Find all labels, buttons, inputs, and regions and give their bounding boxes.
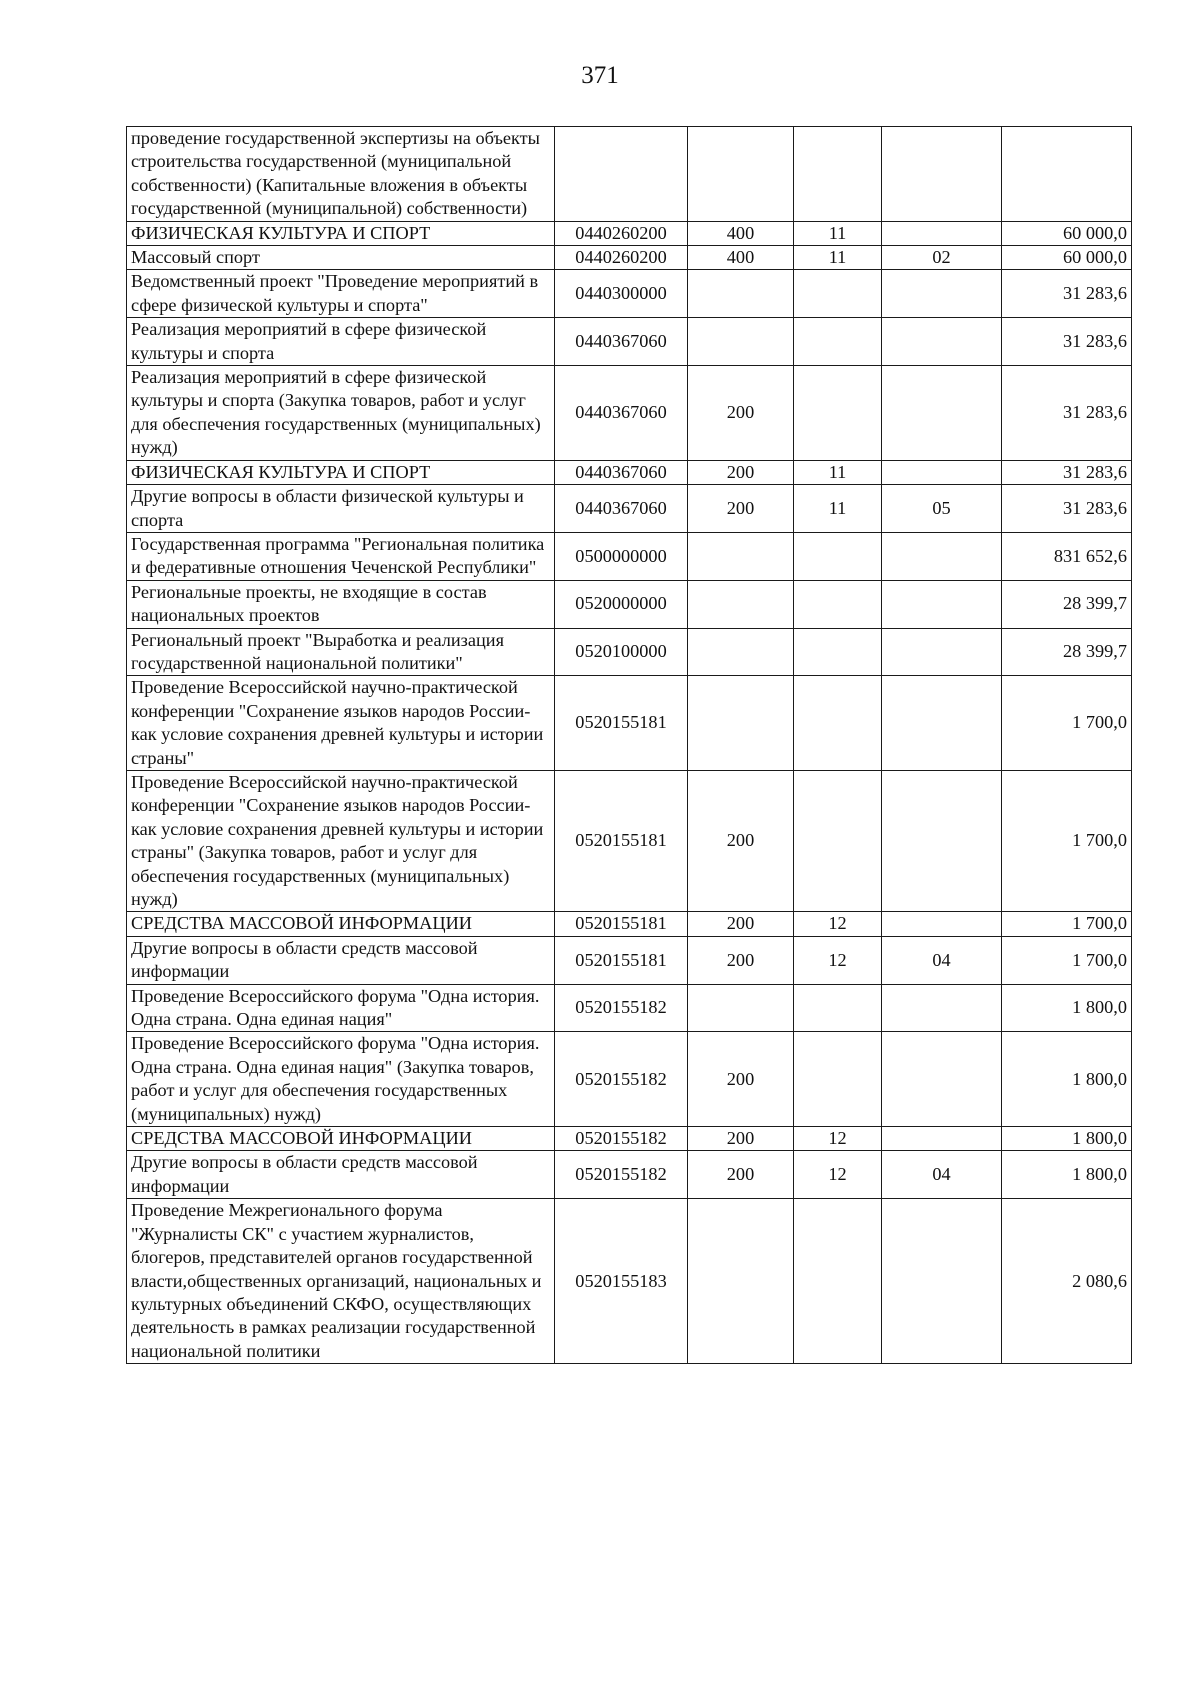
row-expense-type-cell: 200 xyxy=(688,1151,794,1199)
row-sum-cell: 1 700,0 xyxy=(1002,676,1132,771)
row-sum-cell: 31 283,6 xyxy=(1002,366,1132,461)
row-section-cell xyxy=(794,532,882,580)
row-section-cell xyxy=(794,127,882,222)
row-code-cell: 0500000000 xyxy=(555,532,688,580)
row-subsection-cell xyxy=(882,770,1002,911)
row-code-cell: 0440300000 xyxy=(555,270,688,318)
row-sum-cell: 1 800,0 xyxy=(1002,1151,1132,1199)
row-sum-cell xyxy=(1002,127,1132,222)
table-row xyxy=(127,270,1132,318)
row-expense-type-cell xyxy=(688,127,794,222)
table-row xyxy=(127,532,1132,580)
row-code-cell: 0440367060 xyxy=(555,460,688,484)
row-subsection-cell xyxy=(882,532,1002,580)
table-row xyxy=(127,460,1132,484)
row-name-cell: Проведение Всероссийского форума "Одна история. Одна страна. Одна единая нация" (Закупка товаров, работ и услуг для обеспечения государственных (муниципальных) нужд) xyxy=(127,1032,555,1127)
row-name-cell: Проведение Всероссийского форума "Одна история. Одна страна. Одна единая нация" xyxy=(127,984,555,1032)
row-section-cell xyxy=(794,676,882,771)
row-name-cell: Другие вопросы в области средств массовой информации xyxy=(127,936,555,984)
row-name-cell: СРЕДСТВА МАССОВОЙ ИНФОРМАЦИИ xyxy=(127,912,555,936)
row-name-cell: Проведение Всероссийской научно-практической конференции "Сохранение языков народов России-как условие сохранения древней культуры и истории страны" (Закупка товаров, работ и услуг для обеспечения государственных (муниципальных) нужд) xyxy=(127,770,555,911)
row-section-cell: 11 xyxy=(794,485,882,533)
row-subsection-cell xyxy=(882,1127,1002,1151)
row-section-cell xyxy=(794,366,882,461)
row-code-cell: 0440260200 xyxy=(555,221,688,245)
row-section-cell: 12 xyxy=(794,936,882,984)
row-sum-cell: 1 700,0 xyxy=(1002,770,1132,911)
row-code-cell: 0520155182 xyxy=(555,1032,688,1127)
row-expense-type-cell xyxy=(688,676,794,771)
row-code-cell: 0440260200 xyxy=(555,246,688,270)
row-subsection-cell xyxy=(882,628,1002,676)
row-name-cell: Другие вопросы в области физической культуры и спорта xyxy=(127,485,555,533)
row-subsection-cell xyxy=(882,127,1002,222)
row-name-cell: СРЕДСТВА МАССОВОЙ ИНФОРМАЦИИ xyxy=(127,1127,555,1151)
table-row xyxy=(127,1127,1132,1151)
row-expense-type-cell xyxy=(688,628,794,676)
row-sum-cell: 31 283,6 xyxy=(1002,270,1132,318)
row-section-cell: 11 xyxy=(794,246,882,270)
row-section-cell xyxy=(794,580,882,628)
row-subsection-cell: 04 xyxy=(882,936,1002,984)
row-subsection-cell xyxy=(882,912,1002,936)
row-sum-cell: 31 283,6 xyxy=(1002,318,1132,366)
row-sum-cell: 60 000,0 xyxy=(1002,246,1132,270)
table-row xyxy=(127,580,1132,628)
table-row xyxy=(127,485,1132,533)
row-code-cell: 0520155183 xyxy=(555,1199,688,1364)
row-expense-type-cell xyxy=(688,580,794,628)
row-expense-type-cell: 200 xyxy=(688,912,794,936)
row-name-cell: Региональные проекты, не входящие в состав национальных проектов xyxy=(127,580,555,628)
row-name-cell: ФИЗИЧЕСКАЯ КУЛЬТУРА И СПОРТ xyxy=(127,460,555,484)
row-code-cell: 0520000000 xyxy=(555,580,688,628)
row-code-cell: 0440367060 xyxy=(555,485,688,533)
row-code-cell: 0520155182 xyxy=(555,1127,688,1151)
row-section-cell: 12 xyxy=(794,1151,882,1199)
row-expense-type-cell: 200 xyxy=(688,770,794,911)
table-row xyxy=(127,127,1132,222)
row-sum-cell: 1 800,0 xyxy=(1002,1032,1132,1127)
row-expense-type-cell xyxy=(688,532,794,580)
row-name-cell: Реализация мероприятий в сфере физической культуры и спорта xyxy=(127,318,555,366)
table-row xyxy=(127,366,1132,461)
row-sum-cell: 1 700,0 xyxy=(1002,936,1132,984)
row-name-cell: ФИЗИЧЕСКАЯ КУЛЬТУРА И СПОРТ xyxy=(127,221,555,245)
row-code-cell: 0520155181 xyxy=(555,912,688,936)
row-expense-type-cell: 200 xyxy=(688,1127,794,1151)
row-subsection-cell: 05 xyxy=(882,485,1002,533)
row-section-cell xyxy=(794,318,882,366)
row-subsection-cell: 02 xyxy=(882,246,1002,270)
row-subsection-cell xyxy=(882,580,1002,628)
row-subsection-cell xyxy=(882,984,1002,1032)
row-name-cell: проведение государственной экспертизы на объекты строительства государственной (муниципальной собственности) (Капитальные вложения в объекты государственной (муниципальной) собственности) xyxy=(127,127,555,222)
row-code-cell: 0520155182 xyxy=(555,1151,688,1199)
table-row xyxy=(127,1032,1132,1127)
row-name-cell: Ведомственный проект "Проведение мероприятий в сфере физической культуры и спорта" xyxy=(127,270,555,318)
row-subsection-cell xyxy=(882,366,1002,461)
row-expense-type-cell xyxy=(688,270,794,318)
row-expense-type-cell: 200 xyxy=(688,460,794,484)
row-expense-type-cell xyxy=(688,1199,794,1364)
row-subsection-cell xyxy=(882,318,1002,366)
row-expense-type-cell: 200 xyxy=(688,936,794,984)
row-code-cell: 0520155181 xyxy=(555,676,688,771)
row-sum-cell: 2 080,6 xyxy=(1002,1199,1132,1364)
table-row xyxy=(127,221,1132,245)
row-section-cell: 12 xyxy=(794,912,882,936)
row-expense-type-cell: 200 xyxy=(688,1032,794,1127)
row-code-cell: 0520155182 xyxy=(555,984,688,1032)
table-row xyxy=(127,628,1132,676)
row-section-cell xyxy=(794,270,882,318)
row-name-cell: Региональный проект "Выработка и реализация государственной национальной политики" xyxy=(127,628,555,676)
row-expense-type-cell: 200 xyxy=(688,485,794,533)
page-number: 371 xyxy=(581,62,619,89)
table-row xyxy=(127,912,1132,936)
table-row xyxy=(127,318,1132,366)
row-sum-cell: 1 800,0 xyxy=(1002,984,1132,1032)
row-sum-cell: 1 800,0 xyxy=(1002,1127,1132,1151)
row-name-cell: Проведение Межрегионального форума "Журналисты СК" с участием журналистов, блогеров, представителей органов государственной власти,общественных организаций, национальных и культурных объединений СКФО, осуществляющих деятельность в рамках реализации государственной национальной политики xyxy=(127,1199,555,1364)
row-expense-type-cell: 200 xyxy=(688,366,794,461)
row-name-cell: Проведение Всероссийской научно-практической конференции "Сохранение языков народов России-как условие сохранения древней культуры и истории страны" xyxy=(127,676,555,771)
row-sum-cell: 31 283,6 xyxy=(1002,460,1132,484)
row-section-cell xyxy=(794,628,882,676)
row-section-cell xyxy=(794,1199,882,1364)
row-subsection-cell xyxy=(882,676,1002,771)
row-name-cell: Другие вопросы в области средств массовой информации xyxy=(127,1151,555,1199)
row-section-cell xyxy=(794,770,882,911)
table-row xyxy=(127,1199,1132,1364)
row-sum-cell: 31 283,6 xyxy=(1002,485,1132,533)
table-row xyxy=(127,1151,1132,1199)
table-row xyxy=(127,246,1132,270)
row-code-cell: 0440367060 xyxy=(555,366,688,461)
row-sum-cell: 1 700,0 xyxy=(1002,912,1132,936)
table-row xyxy=(127,984,1132,1032)
row-subsection-cell xyxy=(882,1032,1002,1127)
row-code-cell: 0520155181 xyxy=(555,936,688,984)
row-subsection-cell xyxy=(882,460,1002,484)
row-name-cell: Реализация мероприятий в сфере физической культуры и спорта (Закупка товаров, работ и услуг для обеспечения государственных (муниципальных) нужд) xyxy=(127,366,555,461)
row-code-cell: 0520155181 xyxy=(555,770,688,911)
row-code-cell: 0520100000 xyxy=(555,628,688,676)
row-section-cell xyxy=(794,984,882,1032)
row-subsection-cell xyxy=(882,1199,1002,1364)
row-expense-type-cell xyxy=(688,318,794,366)
table-row xyxy=(127,770,1132,911)
row-sum-cell: 60 000,0 xyxy=(1002,221,1132,245)
row-expense-type-cell: 400 xyxy=(688,221,794,245)
budget-table-body xyxy=(127,127,1132,1364)
row-section-cell: 12 xyxy=(794,1127,882,1151)
row-section-cell: 11 xyxy=(794,460,882,484)
row-section-cell: 11 xyxy=(794,221,882,245)
row-subsection-cell xyxy=(882,221,1002,245)
table-row xyxy=(127,936,1132,984)
row-sum-cell: 28 399,7 xyxy=(1002,580,1132,628)
table-row xyxy=(127,676,1132,771)
row-code-cell xyxy=(555,127,688,222)
row-subsection-cell: 04 xyxy=(882,1151,1002,1199)
row-name-cell: Массовый спорт xyxy=(127,246,555,270)
row-section-cell xyxy=(794,1032,882,1127)
row-expense-type-cell: 400 xyxy=(688,246,794,270)
row-code-cell: 0440367060 xyxy=(555,318,688,366)
row-sum-cell: 831 652,6 xyxy=(1002,532,1132,580)
row-subsection-cell xyxy=(882,270,1002,318)
row-sum-cell: 28 399,7 xyxy=(1002,628,1132,676)
budget-table xyxy=(126,126,1132,1364)
row-name-cell: Государственная программа "Региональная политика и федеративные отношения Чеченской Республики" xyxy=(127,532,555,580)
row-expense-type-cell xyxy=(688,984,794,1032)
